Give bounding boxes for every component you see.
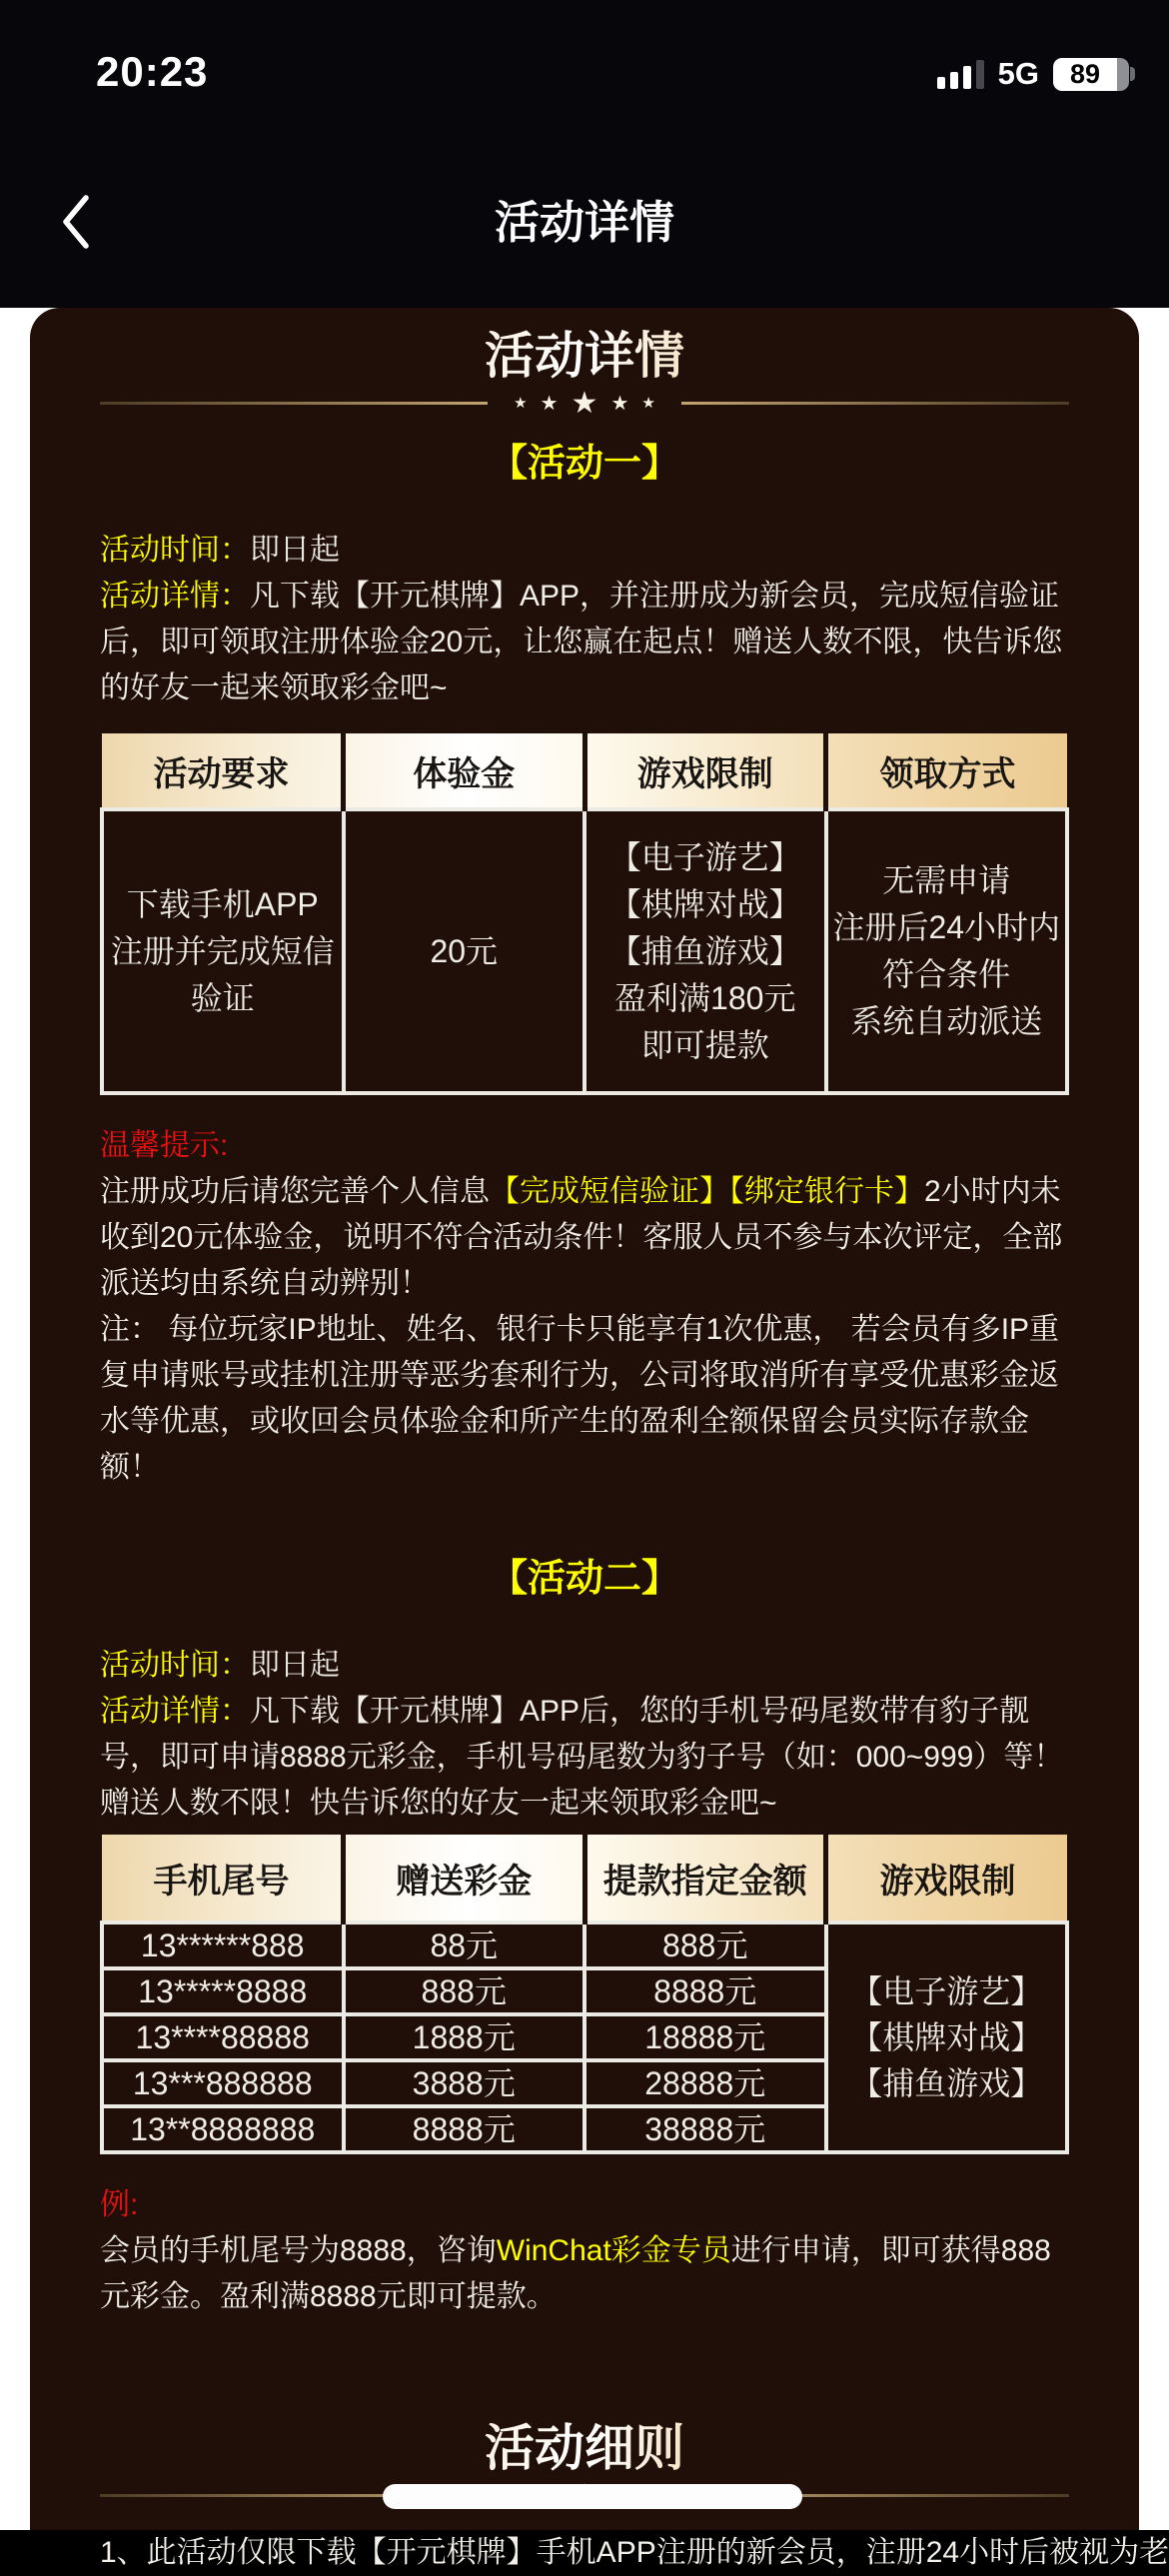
table-row xyxy=(102,1923,1067,1968)
cell-line: 无需申请 xyxy=(882,862,1011,898)
bonus-cell: 8888元 xyxy=(344,2106,585,2152)
cell-line: 【棋牌对战】 xyxy=(608,885,801,922)
cell-line: 【捕鱼游戏】 xyxy=(850,2065,1043,2101)
example-label: 例: xyxy=(100,2188,139,2221)
tail-cell: 13*****8888 xyxy=(102,1968,344,2014)
table-row xyxy=(102,809,1067,1093)
rule-item-1: 1、此活动仅限下载【开元棋牌】手机APP注册的新会员，注册24小时后被视为老 xyxy=(100,2536,1169,2569)
requirement-cell xyxy=(102,809,344,1093)
notice-paragraph-1 xyxy=(100,1169,1069,1307)
star-icon: ★ xyxy=(514,395,528,412)
activity2-detail-line xyxy=(100,1689,1069,1827)
activity2-time-line xyxy=(100,1643,1069,1689)
cell-line: 注册并完成短信验证 xyxy=(110,932,335,1016)
time-value: 即日起 xyxy=(250,1649,340,1682)
bonus-cell: 20元 xyxy=(344,809,585,1093)
activity1-detail-line xyxy=(100,574,1069,711)
status-time: 20:23 xyxy=(96,48,209,95)
column-header: 游戏限制 xyxy=(826,1835,1068,1923)
activity1-time-line xyxy=(100,528,1069,574)
cell-line: 下载手机APP xyxy=(126,885,319,922)
table-header-row xyxy=(102,733,1067,809)
cellular-signal-icon xyxy=(937,59,984,89)
star-icons xyxy=(488,386,681,421)
column-header: 体验金 xyxy=(344,733,585,809)
column-header: 领取方式 xyxy=(826,733,1068,809)
activity1-heading: 【活动一】 xyxy=(489,443,679,485)
notice-label: 温馨提示: xyxy=(100,1129,229,1162)
column-header: 手机尾号 xyxy=(153,1862,290,1901)
star-icon: ★ xyxy=(571,386,598,420)
withdraw-cell: 28888元 xyxy=(584,2060,826,2106)
activity1-intro xyxy=(100,528,1069,711)
activity2-heading: 【活动二】 xyxy=(489,1558,679,1600)
cell-line: 【电子游艺】 xyxy=(850,1973,1043,2009)
withdraw-cell: 888元 xyxy=(584,1923,826,1968)
back-icon[interactable] xyxy=(56,190,96,259)
notice-paragraph-2: 注： 每位玩家IP地址、姓名、银行卡只能享有1次优惠， 若会员有多IP重复申请账号或挂机注册等恶劣套利行为，公司将取消所有享受优惠彩金返水等优惠，或收回会员体验金和所产生的盈利全额保留会员实际存款金额！ xyxy=(100,1313,1060,1484)
time-value: 即日起 xyxy=(250,534,340,567)
example-paragraph xyxy=(100,2228,1069,2320)
time-label: 活动时间： xyxy=(100,534,250,567)
tail-cell: 13******888 xyxy=(102,1923,344,1968)
highlight-pill xyxy=(383,2484,802,2509)
nav-title: 活动详情 xyxy=(494,197,674,248)
activity2-table xyxy=(100,1835,1069,2154)
card-title: 活动详情 xyxy=(100,328,1069,384)
withdraw-cell: 18888元 xyxy=(584,2014,826,2060)
column-header: 提款指定金额 xyxy=(584,1835,826,1923)
activity2-example xyxy=(100,2182,1069,2320)
example-highlight: WinChat彩金专员 xyxy=(496,2234,731,2267)
column-header: 游戏限制 xyxy=(584,733,826,809)
time-label: 活动时间： xyxy=(100,1649,250,1682)
network-label: 5G xyxy=(997,56,1039,91)
tail-cell: 13****88888 xyxy=(102,2014,344,2060)
status-icons xyxy=(937,56,1135,92)
tail-cell: 13***888888 xyxy=(102,2060,344,2106)
table-header xyxy=(102,1835,1067,1923)
bonus-cell: 1888元 xyxy=(344,2014,585,2060)
cell-line: 系统自动派送 xyxy=(850,1003,1043,1039)
battery-percent: 89 xyxy=(1053,58,1117,91)
cell-line: 【棋牌对战】 xyxy=(850,2019,1043,2055)
column-header: 赠送彩金 xyxy=(344,1835,585,1923)
activity1-notice xyxy=(100,1123,1069,1491)
example-text: 会员的手机尾号为8888，咨询 xyxy=(100,2234,497,2267)
detail-text: 凡下载【开元棋牌】APP，并注册成为新会员，完成短信验证后，即可领取注册体验金20元，让您赢在起点！赠送人数不限，快告诉您的好友一起来领取彩金吧~ xyxy=(100,580,1063,704)
activity1-table xyxy=(100,733,1069,1095)
cell-line: 即可提款 xyxy=(640,1026,769,1063)
game-limit-cell xyxy=(826,1923,1068,2152)
withdraw-cell: 8888元 xyxy=(584,1968,826,2014)
rules-title: 活动细则 xyxy=(100,2420,1069,2476)
claim-cell xyxy=(826,809,1068,1093)
cell-line: 盈利满180元 xyxy=(614,979,796,1016)
detail-label: 活动详情： xyxy=(100,580,250,613)
withdraw-cell: 38888元 xyxy=(584,2106,826,2152)
detail-label: 活动详情： xyxy=(100,1695,250,1728)
star-icon: ★ xyxy=(540,392,559,415)
column-header: 活动要求 xyxy=(153,754,290,793)
battery-icon xyxy=(1053,58,1135,91)
table-header-row xyxy=(102,1835,1067,1923)
bonus-cell: 3888元 xyxy=(344,2060,585,2106)
notice-highlight: 【完成短信验证】【绑定银行卡】 xyxy=(490,1175,924,1208)
detail-text: 凡下载【开元棋牌】APP后，您的手机号码尾数带有豹子靓号，即可申请8888元彩金，手机号码尾数为豹子号（如：000~999）等！赠送人数不限！快告诉您的好友一起来领取彩金吧~ xyxy=(100,1695,1064,1820)
cell-line: 【电子游艺】 xyxy=(608,838,801,875)
cell-line: 【捕鱼游戏】 xyxy=(608,932,801,969)
star-divider xyxy=(100,386,1069,420)
tail-cell: 13**8888888 xyxy=(102,2106,344,2152)
star-icon: ★ xyxy=(610,392,629,415)
star-icon: ★ xyxy=(641,395,655,412)
example-text: 进行申请，即可获得888元彩金。盈利满8888元即可提款。 xyxy=(100,2234,1051,2313)
game-limit-cell xyxy=(584,809,826,1093)
cell-line: 注册后24小时内 xyxy=(832,909,1061,945)
notice-text: 注册成功后请您完善个人信息 xyxy=(100,1175,490,1208)
nav-bar xyxy=(0,150,1169,296)
activity2-intro xyxy=(100,1643,1069,1827)
table-header xyxy=(102,733,1067,809)
bonus-cell: 88元 xyxy=(344,1923,585,1968)
notice-text: 2小时内未收到20元体验金，说明不符合活动条件！客服人员不参与本次评定，全部派送均由系统自动辨别！ xyxy=(100,1175,1063,1300)
bonus-cell: 888元 xyxy=(344,1968,585,2014)
cell-line: 符合条件 xyxy=(882,956,1011,992)
promo-card xyxy=(30,308,1169,2569)
